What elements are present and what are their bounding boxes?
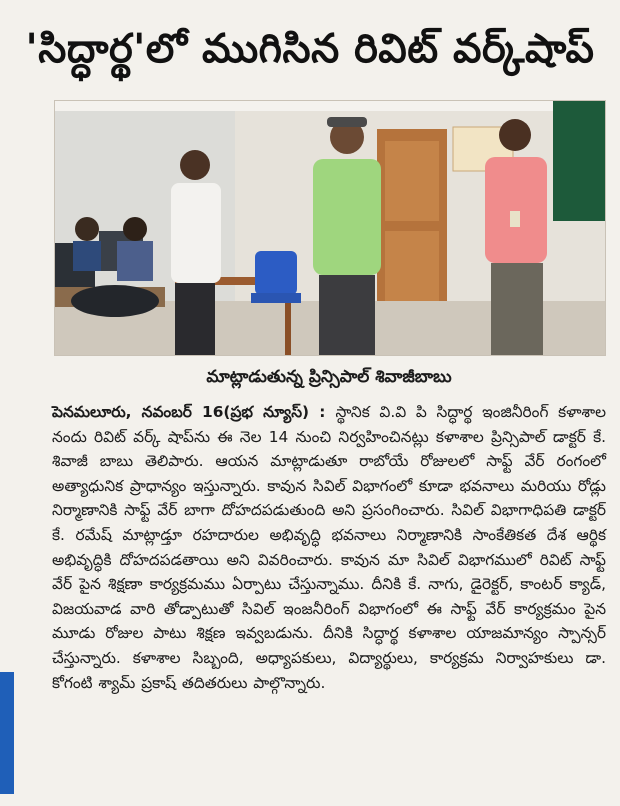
article-body: [52, 400, 606, 790]
page-edge-bar: [0, 672, 14, 794]
article-text: స్థానిక వి.వి పి సిద్ధార్థ ఇంజినీరింగ్ కళాశాల నందు రివిట్ వర్క్ షాప్‌ను ఈ నెల 14 నుంచి నిర్వహించినట్లు కళాశాల ప్రిన్సిపాల్ డాక్టర్ కే. శివాజీ బాబు తెలిపారు. ఆయన మాట్లాడుతూ రాబోయే రోజులలో సాఫ్ట్ వేర్ రంగంలో అత్యాధునిక ప్రాధాన్యం ఇస్తున్నారు. కావున సివిల్ విభాగంలో కూడా భవనాలు మరియు రోడ్లు నిర్మాణానికి సాఫ్ట్ వేర్ బాగా దోహదపడుతుంది అని ప్రసంగించారు. సివిల్ విభాగాధిపతి డాక్టర్ కే. రమేష్ మాట్లాడ్తూ రహదారుల అభివృద్ధి భవనాలు నిర్మాణానికి సాంకేతికత దేశ ఆర్థిక అభివృద్ధికి దోహదపడతాయి అని వివరించారు. కావున మా సివిల్ విభాగములో రివిట్ సాఫ్ట్ వేర్ పైన శిక్షణా కార్యక్రమము ఏర్పాటు చేస్తున్నాము. దీనికి కే. నాగు, డైరెక్టర్, కాంటర్ క్యాడ్, విజయవాడ వారి తోడ్పాటుతో సివిల్ ఇంజనీరింగ్ విభాగంలో ఈ సాఫ్ట్ వేర్ కార్యక్రమం పైన మూడు రోజుల పాటు శిక్షణ ఇవ్వబడును. దీనికి సిద్ధార్థ కళాశాల యాజమాన్యం స్పాన్సర్ చేస్తున్నారు. కళాశాల సిబ్బంది, అధ్యాపకులు, విద్యార్థులు, కార్యక్రమ నిర్వాహకులు డా. కోగంటి శ్యామ్ ప్రకాష్ తదితరులు పాల్గొన్నారు.: [52, 403, 606, 692]
classroom-photo-illustration: [55, 101, 605, 355]
news-photo: [54, 100, 606, 356]
dateline: పెనమలూరు, నవంబర్ 16(ప్రభ న్యూస్) :: [52, 403, 336, 421]
headline: 'సిద్ధార్థ'లో ముగిసిన రివిట్ వర్క్‌షాప్: [25, 26, 595, 72]
article-paragraph: [52, 400, 606, 695]
photo-caption: మాట్లాడుతున్న ప్రిన్సిపాల్ శివాజీబాబు: [206, 367, 452, 387]
